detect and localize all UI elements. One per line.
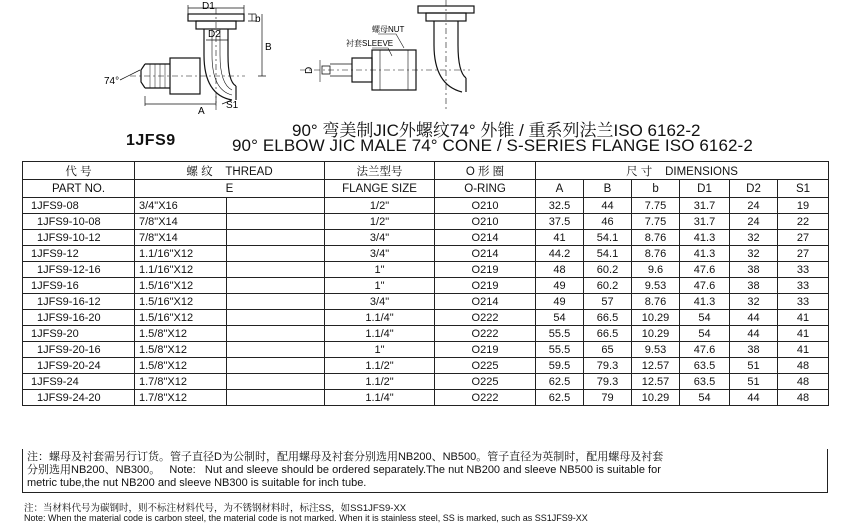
note-line-3: metric tube,the nut NB200 and sleeve NB300 is suitable for inch tube. (27, 477, 367, 489)
blank-cell (227, 262, 325, 278)
header-col-b-large: B (584, 180, 632, 198)
cell-oring: O222 (435, 390, 536, 406)
cell-b: 54.1 (584, 230, 632, 246)
cell-part: 1JFS9-10-12 (23, 230, 135, 246)
cell-d2: 51 (730, 374, 778, 390)
cell-b: 46 (584, 214, 632, 230)
cell-b: 54.1 (584, 246, 632, 262)
cell-flange: 1.1/4" (325, 390, 435, 406)
cell-d1: 41.3 (680, 246, 730, 262)
table-row (23, 246, 829, 262)
title-english: 90° ELBOW JIC MALE 74° CONE / S-SERIES FLANGE ISO 6162-2 (232, 136, 753, 155)
blank-cell (227, 390, 325, 406)
cell-flange: 3/4" (325, 230, 435, 246)
cell-part: 1JFS9-20-24 (23, 358, 135, 374)
cell-b: 12.57 (632, 358, 680, 374)
header-thread-sub: E (135, 180, 325, 198)
product-code: 1JFS9 (126, 132, 176, 149)
cell-b: 9.6 (632, 262, 680, 278)
cell-a: 49 (536, 294, 584, 310)
table-row (23, 326, 829, 342)
header-dim-en: DIMENSIONS (665, 165, 738, 178)
header-thread-en: THREAD (225, 165, 273, 178)
cell-thread: 1.5/16"X12 (135, 278, 227, 294)
blank-cell (227, 294, 325, 310)
cell-flange: 1/2" (325, 198, 435, 214)
cell-thread: 1.7/8"X12 (135, 390, 227, 406)
cell-s1: 19 (778, 198, 829, 214)
cell-oring: O210 (435, 198, 536, 214)
dim-d2-label: D2 (208, 29, 221, 40)
cell-flange: 1.1/4" (325, 310, 435, 326)
cell-b: 60.2 (584, 278, 632, 294)
cell-d2: 32 (730, 246, 778, 262)
header-col-s1: S1 (778, 180, 829, 198)
dim-d1-label: D1 (202, 1, 215, 12)
header-flange-cn: 法兰型号 (325, 162, 435, 180)
cell-flange: 1.1/2" (325, 358, 435, 374)
header-col-d2: D2 (730, 180, 778, 198)
note-line-2: 分别选用NB200、NB300。 Note: Nut and sleeve should be ordered separately.The nut NB200 and sleeve NB500 is suitable for (27, 464, 661, 476)
blank-cell (227, 246, 325, 262)
cell-d1: 47.6 (680, 262, 730, 278)
table-row (23, 230, 829, 246)
cell-b: 44 (584, 198, 632, 214)
cell-oring: O214 (435, 246, 536, 262)
cell-b: 7.75 (632, 198, 680, 214)
cell-thread: 1.5/8"X12 (135, 358, 227, 374)
cell-b: 57 (584, 294, 632, 310)
table-row (23, 278, 829, 294)
elbow-left-view (120, 5, 266, 110)
cell-a: 54 (536, 310, 584, 326)
table-row (23, 390, 829, 406)
dim-b-large-label: B (265, 42, 272, 53)
cell-oring: O225 (435, 358, 536, 374)
cell-a: 48 (536, 262, 584, 278)
blank-cell (227, 310, 325, 326)
table-row (23, 214, 829, 230)
cell-b: 10.29 (632, 310, 680, 326)
cell-oring: O214 (435, 230, 536, 246)
cell-s1: 48 (778, 358, 829, 374)
cell-oring: O219 (435, 278, 536, 294)
cell-part: 1JFS9-16-20 (23, 310, 135, 326)
table-row (23, 262, 829, 278)
blank-cell (227, 358, 325, 374)
nut-callout: 螺母NUT (372, 25, 405, 34)
table-row (23, 374, 829, 390)
cell-part: 1JFS9-08 (23, 198, 135, 214)
header-dimensions (536, 162, 829, 180)
blank-cell (227, 198, 325, 214)
dim-d-label: D (304, 66, 315, 74)
cell-thread: 1.7/8"X12 (135, 374, 227, 390)
cell-b: 7.75 (632, 214, 680, 230)
title-chinese: 90° 弯美制JIC外螺纹74° 外锥 / 重系列法兰ISO 6162-2 (292, 121, 701, 140)
cell-s1: 33 (778, 262, 829, 278)
cell-thread: 1.5/8"X12 (135, 326, 227, 342)
cell-s1: 27 (778, 246, 829, 262)
cell-d2: 24 (730, 214, 778, 230)
cell-thread: 7/8"X14 (135, 214, 227, 230)
header-row-en (23, 180, 829, 198)
header-code: 代 号 (23, 162, 135, 180)
cell-d2: 24 (730, 198, 778, 214)
cell-d1: 31.7 (680, 214, 730, 230)
cell-thread: 1.5/16"X12 (135, 294, 227, 310)
dim-s1-label: S1 (226, 100, 239, 111)
cell-s1: 33 (778, 294, 829, 310)
cell-a: 37.5 (536, 214, 584, 230)
cell-b: 10.29 (632, 326, 680, 342)
cell-part: 1JFS9-20-16 (23, 342, 135, 358)
cell-s1: 41 (778, 342, 829, 358)
cell-thread: 1.5/16"X12 (135, 310, 227, 326)
cell-a: 55.5 (536, 342, 584, 358)
cell-b: 79.3 (584, 358, 632, 374)
header-row-cn (23, 162, 829, 180)
cell-b: 79.3 (584, 374, 632, 390)
cell-thread: 1.1/16"X12 (135, 262, 227, 278)
cell-s1: 48 (778, 374, 829, 390)
cell-thread: 7/8"X14 (135, 230, 227, 246)
cell-b: 65 (584, 342, 632, 358)
cell-flange: 1" (325, 278, 435, 294)
cell-d2: 32 (730, 294, 778, 310)
header-oring-cn: O 形 圈 (435, 162, 536, 180)
cell-s1: 33 (778, 278, 829, 294)
blank-cell (227, 230, 325, 246)
table-row (23, 294, 829, 310)
note-line-1: 注：螺母及衬套需另行订货。管子直径D为公制时，配用螺母及衬套分别选用NB200、NB500。管子直径为英制时，配用螺母及衬套 (27, 451, 664, 463)
header-col-b-small: b (632, 180, 680, 198)
cell-thread: 1.5/8"X12 (135, 342, 227, 358)
header-flange-en: FLANGE SIZE (325, 180, 435, 198)
cell-flange: 1.1/2" (325, 374, 435, 390)
footer-note-en: Note: When the material code is carbon steel, the material code is not marked. When it is stainless steel, SS is marked, such as SS1JFS9-XX (24, 513, 588, 523)
table-row (23, 342, 829, 358)
cell-d1: 41.3 (680, 230, 730, 246)
cell-thread: 3/4"X16 (135, 198, 227, 214)
cell-d2: 38 (730, 262, 778, 278)
cell-b: 79 (584, 390, 632, 406)
technical-drawing (0, 0, 842, 130)
header-oring-en: O-RING (435, 180, 536, 198)
cell-d2: 38 (730, 342, 778, 358)
cell-d1: 41.3 (680, 294, 730, 310)
cell-b: 8.76 (632, 294, 680, 310)
cell-d1: 54 (680, 390, 730, 406)
header-thread-cn: 螺 纹 (186, 165, 213, 178)
cell-thread: 1.1/16"X12 (135, 246, 227, 262)
header-col-a: A (536, 180, 584, 198)
cell-part: 1JFS9-10-08 (23, 214, 135, 230)
cell-flange: 3/4" (325, 246, 435, 262)
cell-a: 59.5 (536, 358, 584, 374)
cell-b: 8.76 (632, 246, 680, 262)
cell-b: 9.53 (632, 278, 680, 294)
cell-a: 32.5 (536, 198, 584, 214)
cell-flange: 1/2" (325, 214, 435, 230)
cell-d1: 47.6 (680, 278, 730, 294)
cell-d1: 63.5 (680, 358, 730, 374)
header-part-no: PART NO. (23, 180, 135, 198)
footer-note-cn: 注：当材料代号为碳钢时，则不标注材料代号，为不锈钢材料时，标注SS，如SS1JFS9-XX (24, 503, 407, 514)
cell-b: 66.5 (584, 310, 632, 326)
cell-part: 1JFS9-24 (23, 374, 135, 390)
cell-d2: 44 (730, 310, 778, 326)
cell-part: 1JFS9-12 (23, 246, 135, 262)
table-row (23, 310, 829, 326)
blank-cell (227, 214, 325, 230)
cell-flange: 1" (325, 262, 435, 278)
cell-b: 8.76 (632, 230, 680, 246)
dim-a-label: A (198, 106, 205, 117)
cell-s1: 27 (778, 230, 829, 246)
cell-a: 49 (536, 278, 584, 294)
table-row (23, 358, 829, 374)
cell-d1: 63.5 (680, 374, 730, 390)
cell-d2: 51 (730, 358, 778, 374)
table-row (23, 198, 829, 214)
spec-table-body (23, 198, 829, 406)
cell-b: 12.57 (632, 374, 680, 390)
cell-d2: 32 (730, 230, 778, 246)
cell-d2: 38 (730, 278, 778, 294)
cell-d1: 54 (680, 326, 730, 342)
blank-cell (227, 374, 325, 390)
cell-flange: 1" (325, 342, 435, 358)
blank-cell (227, 278, 325, 294)
cell-b: 60.2 (584, 262, 632, 278)
cell-part: 1JFS9-24-20 (23, 390, 135, 406)
cell-oring: O219 (435, 342, 536, 358)
cell-oring: O210 (435, 214, 536, 230)
dim-b-small-label: b (255, 14, 261, 25)
cell-d1: 47.6 (680, 342, 730, 358)
cell-flange: 1.1/4" (325, 326, 435, 342)
cell-part: 1JFS9-16 (23, 278, 135, 294)
cell-b: 10.29 (632, 390, 680, 406)
cell-a: 55.5 (536, 326, 584, 342)
cell-oring: O222 (435, 310, 536, 326)
cell-oring: O222 (435, 326, 536, 342)
cell-oring: O214 (435, 294, 536, 310)
elbow-right-view (300, 0, 474, 110)
cell-part: 1JFS9-12-16 (23, 262, 135, 278)
cell-a: 41 (536, 230, 584, 246)
cell-d2: 44 (730, 390, 778, 406)
cell-d1: 31.7 (680, 198, 730, 214)
cell-a: 62.5 (536, 390, 584, 406)
spec-table (22, 161, 829, 406)
cell-part: 1JFS9-16-12 (23, 294, 135, 310)
cell-s1: 41 (778, 326, 829, 342)
cell-d2: 44 (730, 326, 778, 342)
cell-oring: O225 (435, 374, 536, 390)
cell-a: 44.2 (536, 246, 584, 262)
cell-flange: 3/4" (325, 294, 435, 310)
header-thread (135, 162, 325, 180)
cell-part: 1JFS9-20 (23, 326, 135, 342)
cell-a: 62.5 (536, 374, 584, 390)
header-dim-cn: 尺 寸 (626, 165, 653, 178)
blank-cell (227, 342, 325, 358)
cell-d1: 54 (680, 310, 730, 326)
cell-oring: O219 (435, 262, 536, 278)
dim-angle-label: 74° (104, 76, 120, 87)
cell-s1: 41 (778, 310, 829, 326)
cell-b: 9.53 (632, 342, 680, 358)
cell-s1: 48 (778, 390, 829, 406)
sleeve-callout: 衬套SLEEVE (346, 39, 394, 48)
blank-cell (227, 326, 325, 342)
ordering-note (22, 449, 828, 493)
cell-b: 66.5 (584, 326, 632, 342)
cell-s1: 22 (778, 214, 829, 230)
header-col-d1: D1 (680, 180, 730, 198)
